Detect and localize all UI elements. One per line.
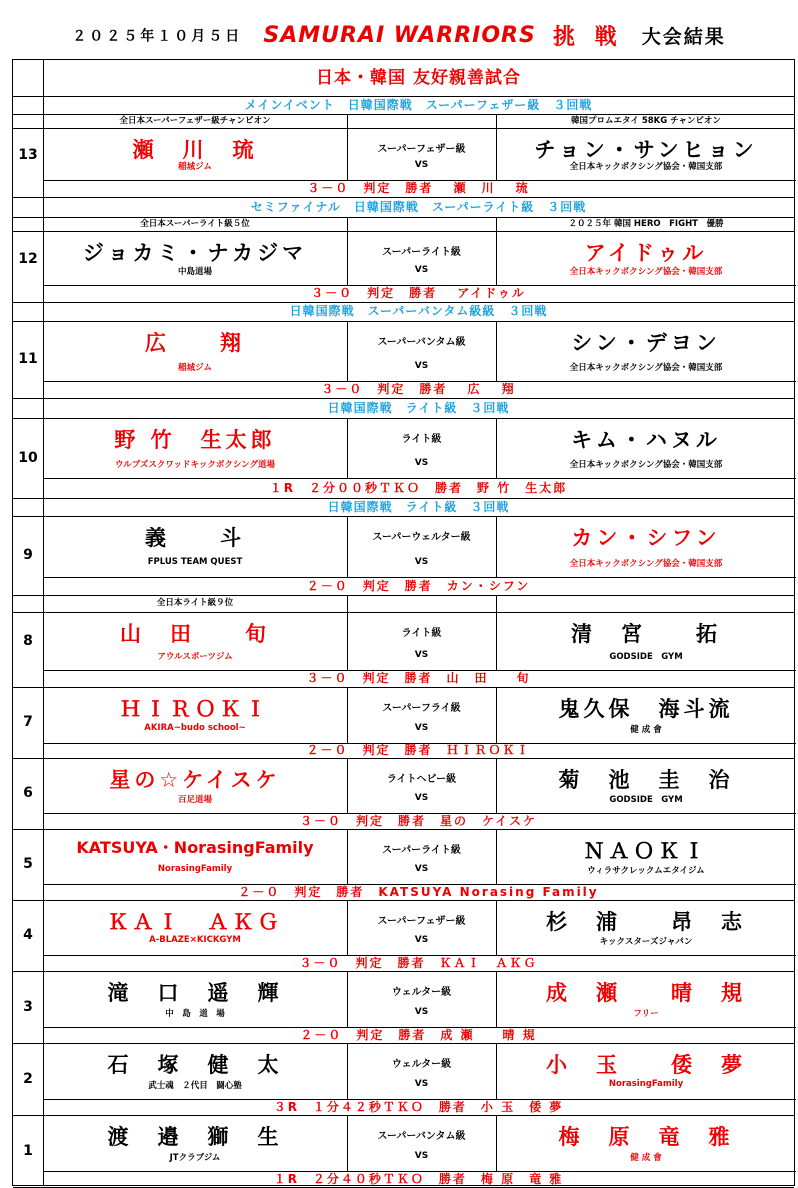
right-fighter-gym: NorasingFamily [608,1079,684,1089]
bout-number: 10 [18,450,38,466]
left-fighter-gym: AKIRA~budo school~ [144,723,246,733]
weight-class: スーパーフライ級 [382,703,461,714]
right-fighter-gym: 全日本キックボクシング協会・韓国支部 [569,559,723,569]
weight-class: スーパーフェザー級 [377,144,466,155]
bout-result: ３－０ 判定 勝者 山 田 旬 [306,671,531,685]
left-fighter-name: 石 塚 健 太 [107,1053,283,1077]
right-fighter-name: シン・デヨン [571,331,721,355]
right-fighter-name: 杉 浦 昂 志 [546,910,746,934]
event-header: 日韓国際戦 ライト級 ３回戦 [327,500,510,514]
left-fighter-gym: アウルスポーツジム [157,652,233,662]
left-fighter-gym: 百足道場 [177,795,212,805]
left-fighter-gym: 武士魂 ２代目 闘心塾 [148,1081,242,1091]
right-fighter-name: 清 宮 拓 [571,622,721,646]
vs-label: VS [414,1079,429,1089]
weight-class: スーパーフェザー級 [377,916,466,927]
left-fighter-name: ＨＩＲＯＫＩ [120,697,270,721]
left-fighter-name: 滝 口 遥 輝 [107,981,283,1005]
right-fighter-name: 成 瀬 晴 規 [546,981,746,1005]
bout-result: ２－０ 判定 勝者 KATSUYA Norasing Family [238,885,599,899]
right-title: 韓国プロムエタイ 58KG チャンピオン [571,116,721,126]
left-fighter-name: KATSUYA・NorasingFamily [76,838,314,857]
weight-class: ウェルター級 [391,987,452,998]
vs-label: VS [414,723,429,733]
weight-class: ウェルター級 [391,1059,452,1070]
left-fighter-gym: FPLUS TEAM QUEST [147,557,243,567]
bout-number: 2 [23,1071,33,1087]
vs-label: VS [414,458,429,468]
right-fighter-name: 鬼久保 海斗流 [558,697,734,721]
right-fighter-gym: キックスターズジャパン [599,937,693,947]
bout-result: ３－０ 判定 勝者 ＫＡＩ ＡＫＧ [299,956,538,970]
right-fighter-name: チョン・サンヒョン [534,138,758,162]
right-fighter-name: 小 玉 倭 夢 [546,1053,746,1077]
weight-class: スーパーライト級 [382,247,461,258]
left-title: 全日本スーパーライト級５位 [140,219,250,229]
right-fighter-gym: 全日本キックボクシング協会・韓国支部 [569,460,723,470]
section-title: 日本・韓国 友好親善試合 [316,68,521,88]
right-fighter-gym: 全日本キックボクシング協会・韓国支部 [569,162,723,172]
left-fighter-name: 渡 邉 獅 生 [107,1125,283,1149]
bout-number: 4 [23,927,33,943]
right-fighter-name: アイドゥル [584,241,708,265]
bout-number: 13 [18,147,38,163]
right-fighter-gym: 全日本キックボクシング協会・韓国支部 [569,363,723,373]
bout-number: 3 [23,999,33,1015]
weight-class: ライト級 [401,434,442,445]
left-title: 全日本スーパーフェザー級チャンピオン [119,116,271,126]
right-fighter-gym: 健 成 會 [630,1153,662,1163]
event-header: メインイベント 日韓国際戦 スーパーフェザー級 ３回戦 [244,98,593,112]
event-header: 日韓国際戦 ライト級 ３回戦 [327,401,510,415]
bout-number: 5 [23,856,33,872]
bout-result: ２－０ 判定 勝者 成 瀬 晴 規 [300,1028,537,1042]
bout-result: １R ２分４０秒ＴＫＯ 勝者 梅 原 竜 雅 [273,1172,564,1186]
bout-number: 9 [23,547,33,563]
page-header [0,20,798,51]
right-fighter-gym: GODSIDE GYM [609,795,683,805]
left-fighter-name: ＫＡＩ ＡＫＧ [107,910,283,934]
bout-result: ３－０ 判定 勝者 アイドゥル [311,286,526,300]
left-fighter-name: 山 田 旬 [120,622,270,646]
left-title: 全日本ライト級９位 [156,598,234,608]
bout-result: ３R １分４２秒ＴＫＯ 勝者 小 玉 倭 夢 [273,1100,564,1114]
left-fighter-gym: JTクラブジム [169,1153,221,1163]
vs-label: VS [414,557,429,567]
left-fighter-gym: 稲城ジム [178,363,212,373]
left-fighter-name: 義 斗 [145,526,245,550]
left-fighter-gym: A-BLAZE×KICKGYM [149,935,241,945]
bout-number: 8 [23,633,33,649]
weight-class: スーパーライト級 [382,845,461,856]
left-fighter-gym: 稲城ジム [178,162,212,172]
event-header: セミファイナル 日韓国際戦 スーパーライト級 ３回戦 [250,200,587,214]
weight-class: スーパーウェルター級 [372,532,471,543]
right-fighter-gym: 健 成 會 [630,725,662,735]
right-fighter-gym: GODSIDE GYM [609,652,683,662]
vs-label: VS [414,650,429,660]
right-fighter-name: 梅 原 竜 雅 [558,1125,734,1149]
left-fighter-gym: NorasingFamily [157,864,233,874]
left-fighter-name: 星の☆ケイスケ [109,768,281,792]
vs-label: VS [414,361,429,371]
vs-label: VS [414,265,429,275]
bout-result: ３－０ 判定 勝者 星の ケイスケ [299,814,538,828]
left-fighter-name: ジョカミ・ナカジマ [82,241,308,265]
weight-class: スーパーバンタム級 [377,1131,466,1142]
right-title [496,595,796,612]
vs-label: VS [414,160,429,170]
bout-result: ２－０ 判定 勝者 カン・シフン [306,579,531,593]
left-fighter-name: 野 竹 生太郎 [114,428,276,452]
bout-result: ２－０ 判定 勝者 ＨＩＲＯＫＩ [306,743,531,757]
left-fighter-gym: ウルブズスクワッドキックボクシング道場 [115,460,275,470]
bout-number: 12 [18,251,38,267]
event-header: 日韓国際戦 スーパーバンタム級級 ３回戦 [289,304,548,318]
bout-number: 11 [18,351,38,367]
weight-class: ライト級 [401,628,442,639]
left-fighter-name: 広 翔 [145,331,245,355]
event-brand: SAMURAI WARRIORS [263,23,536,48]
result-label: 大会結果 [641,26,726,48]
vs-label: VS [414,1007,429,1017]
left-fighter-gym: 中 島 道 場 [165,1009,225,1019]
vs-label: VS [414,935,429,945]
bout-result: ３－０ 判定 勝者 瀬 川 琉 [307,181,530,195]
right-fighter-name: 菊 池 圭 治 [558,768,734,792]
vs-label: VS [414,793,429,803]
bout-result: ３－０ 判定 勝者 広 翔 [321,382,516,396]
right-fighter-name: ＮＡＯＫＩ [583,839,709,863]
bout-number: 6 [23,785,33,801]
right-fighter-gym: フリー [633,1009,659,1019]
bout-result: １R ２分００秒ＴＫＯ 勝者 野 竹 生太郎 [269,481,568,495]
right-title: ２０２５年 韓国 HERO FIGHT 優勝 [568,219,724,229]
left-fighter-gym: 中島道場 [177,267,212,277]
right-fighter-name: キム・ハヌル [571,428,721,452]
event-date: ２０２５年１０月５日 [72,28,243,45]
weight-class: ライトヘビー級 [386,774,457,785]
results-table [12,59,795,1186]
right-fighter-gym: ウィラサクレックムエタイジム [587,866,705,876]
right-fighter-gym: 全日本キックボクシング協会・韓国支部 [569,267,723,277]
bout-number: 1 [23,1143,33,1159]
left-fighter-name: 瀬 川 琉 [132,138,258,162]
bout-number: 7 [23,714,33,730]
vs-label: VS [414,1151,429,1161]
right-fighter-name: カン・シフン [571,526,721,550]
event-challenge: 挑 戦 [552,25,623,50]
vs-label: VS [414,864,429,874]
weight-class: スーパーバンタム級 [377,337,466,348]
